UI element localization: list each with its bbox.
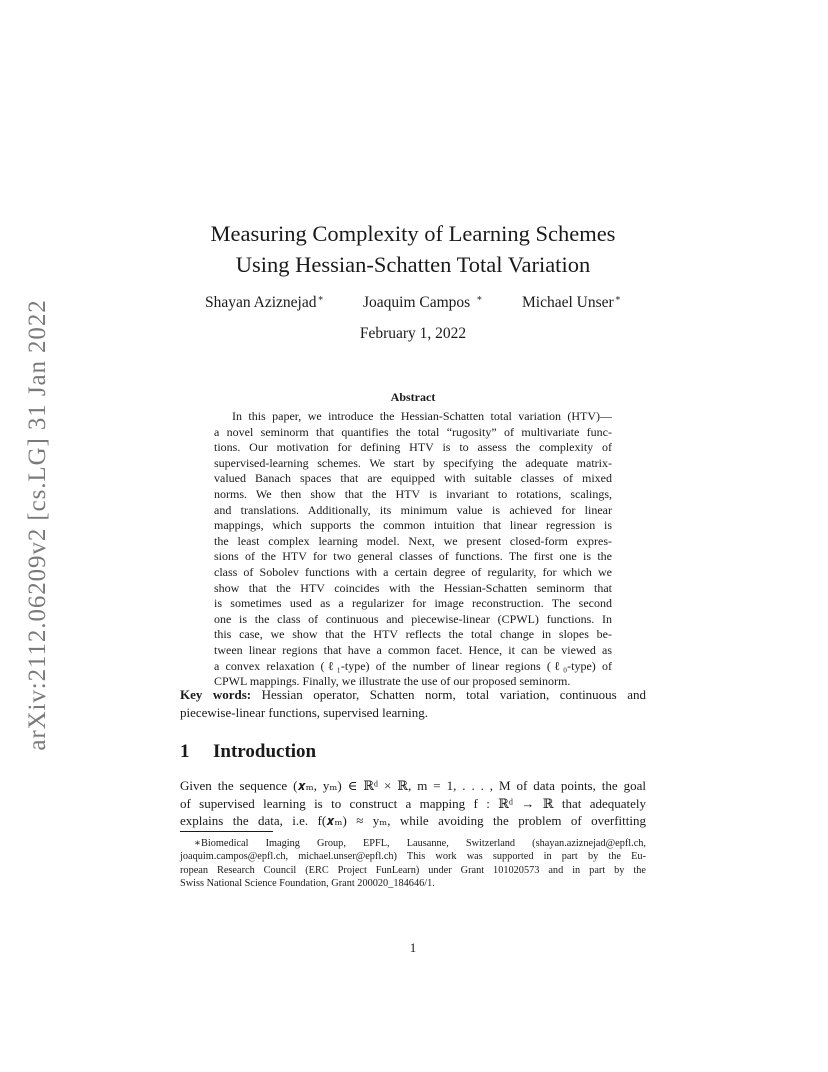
abstract-line: a convex relaxation (ℓ₁-type) of the number of linear regions (ℓ₀-type) of [214, 658, 612, 673]
body-line: explains the data, i.e. f(𝒙ₘ) ≈ yₘ, while avoiding the problem of overfitting [180, 813, 646, 829]
author-unser [522, 293, 621, 312]
abstract-line: In this paper, we introduce the Hessian-Schatten total variation (HTV)— [232, 409, 612, 423]
abstract-heading: Abstract [390, 390, 436, 404]
abstract-line: CPWL mappings. Finally, we illustrate the use of our proposed seminorm. [214, 674, 571, 689]
affiliation-footnote [180, 837, 646, 891]
paper-title [180, 218, 646, 280]
title-line: Using Hessian-Schatten Total Variation [235, 252, 591, 277]
footnote-divider [180, 831, 273, 832]
section-heading-introduction [180, 741, 316, 763]
author-name: Michael Unser [522, 294, 614, 311]
abstract-line: norms. We then show that the HTV is invariant to rotations, scalings, [214, 486, 612, 501]
abstract-line: one is the class of continuous and piecewise-linear (CPWL) functions. In [214, 611, 612, 626]
affiliation-mark: ∗ [317, 293, 324, 303]
body-line: of supervised learning is to construct a mapping f : ℝᵈ → ℝ that adequately [180, 795, 646, 811]
abstract-line: valued Banach spaces that are equipped with suitable classes of mixed [214, 471, 612, 486]
abstract-line: tions. Our motivation for defining HTV is to assess the complexity of [214, 440, 612, 455]
body-line: Given the sequence (𝒙ₘ, yₘ) ∈ ℝᵈ × ℝ, m = 1, . . . , M of data points, the goal [180, 778, 646, 793]
affiliation-mark: ∗ [476, 293, 483, 303]
abstract-line: is sometimes used as a regularizer for image reconstruction. The second [214, 596, 612, 611]
abstract-body [214, 409, 612, 690]
abstract-line: and translations. Additionally, its minimum value is achieved for linear [214, 502, 612, 517]
abstract-line: tween linear regions that have a common facet. Hence, it can be viewed as [214, 642, 612, 657]
publication-date: February 1, 2022 [359, 325, 467, 342]
author-list [0, 293, 828, 315]
keywords-line: piecewise-linear functions, supervised learning. [180, 704, 428, 720]
abstract-line: a novel seminorm that quantifies the total “rugosity” of multivariate func- [214, 424, 612, 439]
title-line: Measuring Complexity of Learning Schemes [210, 221, 616, 246]
page-number: 1 [409, 940, 417, 955]
footnote-line: joaquim.campos@epfl.ch, michael.unser@epfl.ch) This work was supported in part by the Eu- [180, 851, 646, 863]
keywords-text: Hessian operator, Schatten norm, total variation, continuous and [261, 687, 646, 702]
section-number: 1 [180, 741, 190, 762]
arxiv-identifier: arXiv:2112.06209v2 [cs.LG] 31 Jan 2022 [24, 299, 51, 751]
abstract-line: show that the HTV coincides with the Hessian-Schatten seminorm that [214, 580, 612, 595]
introduction-paragraph [180, 777, 646, 830]
author-name: Shayan Aziznejad [205, 294, 317, 311]
author-campos [363, 293, 482, 312]
keywords-label: Key words: [180, 687, 252, 702]
footnote-line: ropean Research Council (ERC Project FunLearn) under Grant 101020573 and in part by the [180, 864, 646, 876]
section-title: Introduction [213, 741, 317, 762]
author-aziznejad [205, 293, 324, 312]
abstract-line: class of Sobolev functions with a certain degree of regularity, for which we [214, 564, 612, 579]
footnote-line: Swiss National Science Foundation, Grant 200020_184646/1. [180, 878, 435, 890]
footnote-line: ∗Biomedical Imaging Group, EPFL, Lausanne, Switzerland (shayan.aziznejad@epfl.ch, [194, 838, 646, 849]
abstract-line: mappings, which supports the common intuition that linear regression is [214, 518, 612, 533]
keywords [180, 686, 646, 721]
author-name: Joaquim Campos [363, 294, 471, 311]
abstract-line: this case, we show that the HTV reflects the total change in slopes be- [214, 627, 612, 642]
affiliation-mark: ∗ [614, 293, 621, 303]
abstract-line: the least complex learning model. Next, we present closed-form expres- [214, 533, 612, 548]
abstract-line: sions of the HTV for two general classes of functions. The first one is the [214, 549, 612, 564]
abstract-line: supervised-learning schemes. We start by specifying the adequate matrix- [214, 455, 612, 470]
keywords-line [180, 686, 646, 704]
